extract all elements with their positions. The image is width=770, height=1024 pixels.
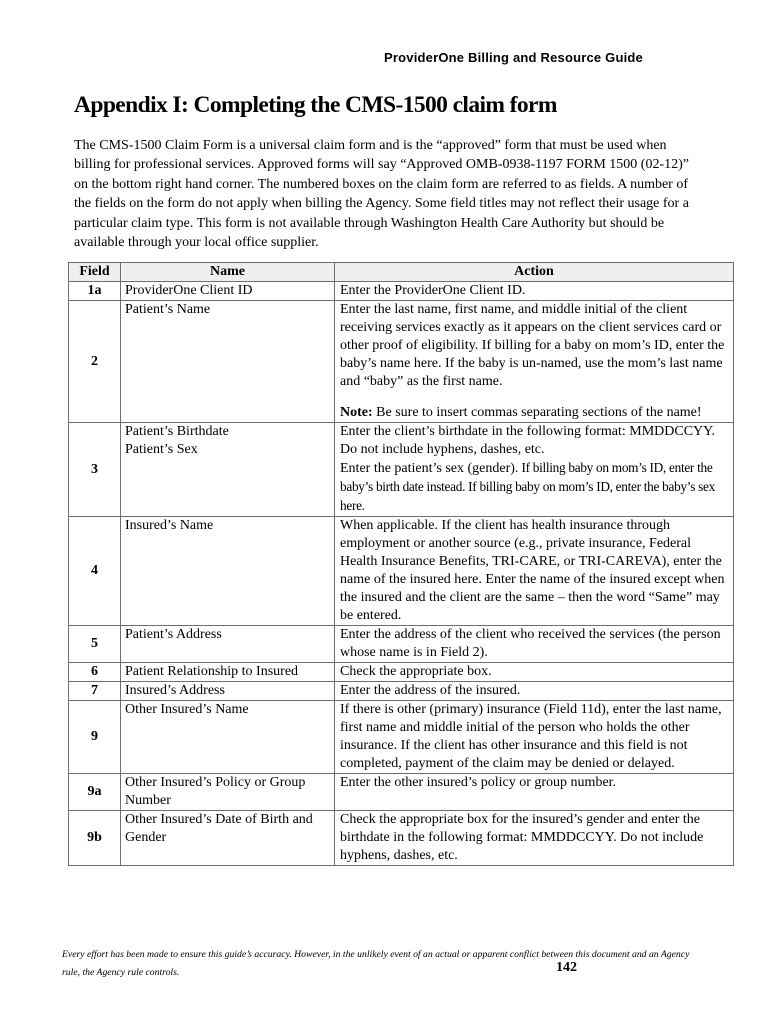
field-action: Enter the address of the insured. — [335, 682, 734, 701]
field-number: 9b — [69, 811, 121, 866]
field-name: Patient’s Address — [121, 626, 335, 663]
footer-disclaimer: Every effort has been made to ensure this guide’s accuracy. However, in the unlikely event of an actual or apparent conflict between this document and an Agency rule, the Agency rule controls. — [62, 949, 690, 978]
field-action: Check the appropriate box. — [335, 663, 734, 682]
field-action: Enter the address of the client who received the services (the person whose name is in Field 2). — [335, 626, 734, 663]
table-row — [69, 423, 734, 517]
field-number: 7 — [69, 682, 121, 701]
note-label: Note: — [340, 405, 373, 420]
running-header: ProviderOne Billing and Resource Guide — [384, 50, 643, 65]
field-action — [335, 301, 734, 423]
note-text: Be sure to insert commas separating sections of the name! — [372, 405, 702, 420]
field-name: Patient Relationship to Insured — [121, 663, 335, 682]
action-text: Enter the patient’s sex (gender). — [340, 461, 519, 476]
field-name: ProviderOne Client ID — [121, 282, 335, 301]
table-row — [69, 701, 734, 774]
field-action: Enter the ProviderOne Client ID. — [335, 282, 734, 301]
action-text: If billing baby on mom’s ID, enter the baby’s birth date instead. If billing baby on mom’s ID, enter the baby’s sex here. — [340, 460, 715, 513]
field-number: 4 — [69, 517, 121, 626]
table-row — [69, 682, 734, 701]
field-number: 2 — [69, 301, 121, 423]
field-action: If there is other (primary) insurance (Field 11d), enter the last name, first name and middle initial of the person who holds the other insurance. If the client has other insurance and this field is not completed, payment of the claim may be denied or delayed. — [335, 701, 734, 774]
field-number: 5 — [69, 626, 121, 663]
field-number: 9a — [69, 774, 121, 811]
field-name: Other Insured’s Name — [121, 701, 335, 774]
field-action — [335, 423, 734, 517]
table-row — [69, 282, 734, 301]
claim-fields-table — [68, 262, 734, 866]
field-name: Insured’s Name — [121, 517, 335, 626]
intro-paragraph: The CMS-1500 Claim Form is a universal claim form and is the “approved” form that must be used when billing for professional services. Approved forms will say “Approved OMB-0938-1197 FORM 1500 (02-12)” on the bottom right hand corner. The numbered boxes on the claim form are referred to as fields. A number of the fields on the form do not apply when billing the Agency. Some field titles may not reflect their usage for a particular claim type. This form is not available through Washington Health Care Authority but should be available through your local office supplier. — [74, 138, 690, 251]
field-action: Check the appropriate box for the insured’s gender and enter the birthdate in the following format: MMDDCCYY. Do not include hyphens, dashes, etc. — [335, 811, 734, 866]
field-name-line: Patient’s Sex — [125, 442, 198, 457]
field-name-line: Patient’s Birthdate — [125, 424, 229, 439]
action-text: Enter the last name, first name, and middle initial of the client receiving services exactly as it appears on the client services card or other proof of eligibility. If billing for a baby on mom’s ID, enter the baby’s name here. If the baby is un-named, use the mom’s last name and “baby” as the first name. — [340, 302, 725, 389]
field-number: 3 — [69, 423, 121, 517]
page-title: Appendix I: Completing the CMS-1500 claim form — [74, 92, 557, 118]
field-action: Enter the other insured’s policy or group number. — [335, 774, 734, 811]
table-row — [69, 663, 734, 682]
table-row — [69, 626, 734, 663]
table-row — [69, 811, 734, 866]
field-name: Other Insured’s Date of Birth and Gender — [121, 811, 335, 866]
action-text: Enter the client’s birthdate in the following format: MMDDCCYY. Do not include hyphens, dashes, etc. — [340, 424, 715, 457]
table-header-row — [69, 263, 734, 282]
action-note — [340, 404, 729, 422]
page-number: 142 — [556, 960, 577, 975]
column-header-action: Action — [335, 263, 734, 282]
column-header-name: Name — [121, 263, 335, 282]
field-number: 6 — [69, 663, 121, 682]
field-number: 9 — [69, 701, 121, 774]
field-name — [121, 423, 335, 517]
field-name: Insured’s Address — [121, 682, 335, 701]
table-row — [69, 517, 734, 626]
field-number: 1a — [69, 282, 121, 301]
field-name: Other Insured’s Policy or Group Number — [121, 774, 335, 811]
field-name: Patient’s Name — [121, 301, 335, 423]
field-action: When applicable. If the client has health insurance through employment or another source (e.g., private insurance, Federal Health Insurance Benefits, TRI-CARE, or TRI-CAREVA), enter the name of the insured here. Enter the name of the insured except when the insured and the client are the same – then the word “Same” may be entered. — [335, 517, 734, 626]
table-row — [69, 301, 734, 423]
column-header-field: Field — [69, 263, 121, 282]
table-row — [69, 774, 734, 811]
